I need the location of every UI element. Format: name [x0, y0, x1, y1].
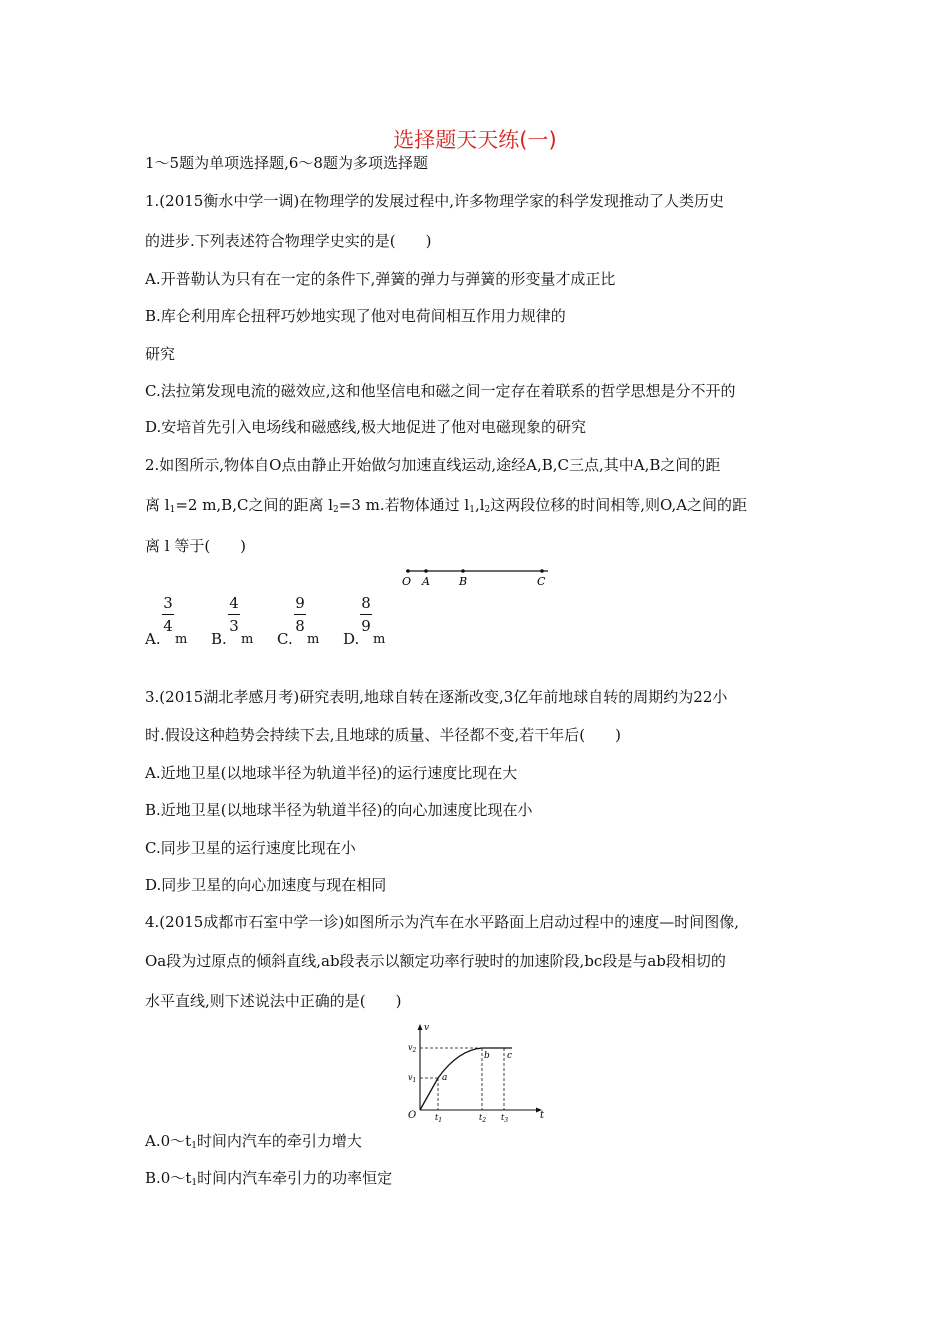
- q2-stem-line3: 离 l 等于( ): [145, 537, 247, 555]
- q3-option-a: A.近地卫星(以地球半径为轨道半径)的运行速度比现在大: [145, 764, 518, 782]
- q2-stem-line2: 离 $l_1=2$ m,B,C之间的距离 $l_2=3$ m.若物体通过 $l_1,l_2$这两段位移的时间相等,则O,A之间的距: [145, 496, 748, 515]
- q4-stem-line1: 4.(2015成都市石室中学一诊)如图所示为汽车在水平路面上启动过程中的速度—时间图像,: [145, 913, 739, 931]
- point-a-label: a: [442, 1073, 448, 1083]
- t2-label: $t_2$: [479, 1113, 487, 1124]
- label-a: A: [422, 575, 430, 588]
- q3-option-b: B.近地卫星(以地球半径为轨道半径)的向心加速度比现在小: [145, 801, 533, 819]
- label-b: B: [459, 575, 468, 588]
- q1-option-b-cont: 研究: [145, 345, 176, 363]
- fraction: 9 8: [295, 594, 305, 635]
- q3-stem-line1: 3.(2015湖北孝感月考)研究表明,地球自转在逐渐改变,3亿年前地球自转的周期约为22小: [145, 688, 728, 706]
- q1-stem-line1: 1.(2015衡水中学一调)在物理学的发展过程中,许多物理学家的科学发现推动了人类历史: [145, 192, 724, 210]
- point-c: [540, 569, 544, 573]
- q2-stem-line1: 2.如图所示,物体自O点由静止开始做匀加速直线运动,途经A,B,C三点,其中A,B之间的距: [145, 456, 721, 474]
- velocity-curve: [420, 1048, 512, 1110]
- q2-line-diagram: [398, 566, 558, 592]
- q1-option-a: A.开普勒认为只有在一定的条件下,弹簧的弹力与弹簧的形变量才成正比: [145, 270, 616, 288]
- label-o: O: [402, 575, 412, 588]
- v-axis-label: v: [424, 1023, 430, 1033]
- q4-option-b: $B.0\sim t_1$时间内汽车牵引力的功率恒定: [145, 1169, 393, 1188]
- t-axis-label: t: [540, 1110, 545, 1121]
- point-b: [461, 569, 465, 573]
- point-a: [424, 569, 428, 573]
- q3-option-d: D.同步卫星的向心加速度与现在相同: [145, 876, 387, 894]
- page-title: 选择题天天练(一): [393, 128, 557, 152]
- q4-stem-line3: 水平直线,则下述说法中正确的是( ): [145, 992, 402, 1010]
- t1-label: $t_1$: [435, 1113, 443, 1124]
- q4-velocity-time-graph: [400, 1020, 550, 1124]
- v-axis-arrow-icon: [418, 1024, 423, 1030]
- label-c: C: [537, 575, 546, 588]
- q4-stem-line2: Oa段为过原点的倾斜直线,ab段表示以额定功率行驶时的加速阶段,bc段是与ab段相切的: [145, 952, 726, 970]
- point-b-label: b: [484, 1051, 490, 1061]
- fraction: 4 3: [229, 594, 239, 635]
- q1-stem-line2: 的进步.下列表述符合物理学史实的是( ): [145, 232, 432, 250]
- intro-text: 1～5题为单项选择题,6～8题为多项选择题: [145, 154, 428, 172]
- q1-option-b: B.库仑利用库仑扭秤巧妙地实现了他对电荷间相互作用力规律的: [145, 307, 566, 325]
- fraction: 3 4: [163, 594, 173, 635]
- origin-label: O: [408, 1110, 417, 1121]
- q1-option-d: D.安培首先引入电场线和磁感线,极大地促进了他对电磁现象的研究: [145, 418, 587, 436]
- q4-option-a: $A.0\sim t_1$时间内汽车的牵引力增大: [145, 1132, 362, 1151]
- q3-stem-line2: 时.假设这种趋势会持续下去,且地球的质量、半径都不变,若干年后( ): [145, 726, 622, 744]
- q3-option-c: C.同步卫星的运行速度比现在小: [145, 839, 356, 857]
- t3-label: $t_3$: [501, 1113, 509, 1124]
- fraction: 8 9: [361, 594, 371, 635]
- q1-option-c: C.法拉第发现电流的磁效应,这和他坚信电和磁之间一定存在着联系的哲学思想是分不开的: [145, 382, 736, 400]
- point-o: [406, 569, 410, 573]
- v1-label: $v_1$: [408, 1073, 417, 1084]
- v2-label: $v_2$: [408, 1043, 417, 1054]
- point-c-label: c: [507, 1051, 513, 1061]
